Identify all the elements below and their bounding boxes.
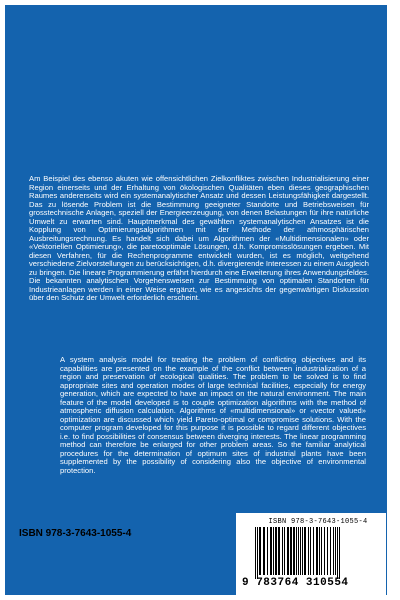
barcode-bar bbox=[302, 527, 303, 575]
barcode-bar bbox=[330, 527, 331, 575]
barcode-icon bbox=[253, 527, 381, 579]
german-blurb: Am Beispiel des ebenso akuten wie offensichtlichen Zielkonfliktes zwischen Industrialisierung einer Region einerseits und der Erhaltung von ökologischen Qualitäten eben dieses geographischen Raumes andererseits wird ein systemanalytischer Ansatz und dessen Leistungsfähigkeit dargestellt. Das zu lösende Problem ist die Bestimmung geeigneter Standorte und Betriebsweisen für grosstechnische Anlagen, speziell der Energieerzeugung, von denen Belastungen für ihre natürliche Umwelt zu erwarten sind. Hauptmerkmal des gewählten systemanalytischen Ansatzes ist die Kopplung von Optimierungsalgorithmen mit der Methode der athmosphärischen Ausbreitungsrechnung. Es handelt sich dabei um Algorithmen der «Multidimensionalen» oder «Vektoriellen Optimierung», die paretooptimale Lösungen, d.h. Kompromisslösungen ergeben. Mit diesen Verfahren, für die Rechenprogramme entwickelt wurden, ist es möglich, weitgehend verschiedene Zielvorstellungen zu berücksichtigen, d.h. divergierende Interessen zu einem Ausgleich zu bringen. Die lineare Programmierung erfährt hierdurch eine Erweiterung ihres Anwendungsfeldes. Die bekannten analytischen Vorgehensweisen zur Bestimmung von optimalen Standorten für Industrieanlagen werden in einer Weise ergänzt, wie es angesichts der gegenwärtigen Diskussion über den Schutz der Umwelt erforderlich erscheint. bbox=[29, 174, 369, 302]
barcode-bar bbox=[335, 527, 336, 575]
barcode-bar bbox=[319, 527, 320, 575]
barcode-bar bbox=[267, 527, 268, 575]
isbn-label: ISBN 978-3-7643-1055-4 bbox=[19, 528, 132, 539]
barcode-isbn-text: ISBN 978-3-7643-1055-4 bbox=[268, 518, 368, 526]
barcode-bar bbox=[313, 527, 314, 575]
barcode-bar bbox=[308, 527, 309, 575]
barcode-bar bbox=[300, 527, 301, 575]
barcode-bar bbox=[259, 527, 261, 575]
barcode-bar bbox=[304, 527, 306, 575]
barcode-bar bbox=[316, 527, 318, 575]
barcode-bar bbox=[263, 527, 265, 575]
barcode-bar bbox=[278, 527, 280, 575]
barcode-bar bbox=[333, 527, 334, 575]
barcode-bar bbox=[282, 527, 283, 575]
barcode-bar bbox=[296, 527, 297, 575]
barcode-bar bbox=[327, 527, 328, 575]
barcode-bar bbox=[324, 527, 325, 575]
barcode-number: 9 783764 310554 bbox=[242, 577, 349, 589]
barcode-bar bbox=[270, 527, 272, 575]
barcode-bar bbox=[284, 527, 285, 575]
barcode-bar bbox=[255, 527, 256, 579]
barcode-bar bbox=[293, 527, 295, 575]
english-blurb: A system analysis model for treating the problem of conflicting objectives and its capabilities are presented on the example of the conflict between industrialization of a region and preservation of ecological qualities. The problem to be solved is to find appropriate sites and operation modes of large technical facilities, especially for energy generation, which are expected to have an impact on the natural environment. The main feature of the model developed is to couple optimization algorithms with the method of atmospheric diffusion calculation. Algorithms of «multidimensional» or «vector valued» optimization are discussed which yield Pareto-optimal or compromise solutions. With the computer program developed for this purpose it is possible to regard different objectives i.e. to find possibilities of consensus between diverging interests. The linear programming method can therefore be enlarged for other problem areas. So the familiar analytical procedures for the determination of optimum sites of industrial plants have been supplemented by the possibility of considering also the objective of environmental protection. bbox=[60, 355, 366, 475]
barcode-bar bbox=[275, 527, 277, 575]
barcode-bar bbox=[290, 527, 292, 575]
barcode-bar bbox=[321, 527, 322, 575]
barcode-bar bbox=[337, 527, 338, 579]
barcode-bar bbox=[339, 527, 340, 579]
barcode-bar bbox=[257, 527, 258, 579]
barcode-bar bbox=[273, 527, 274, 575]
barcode-bar bbox=[298, 527, 299, 575]
barcode-bar bbox=[287, 527, 289, 575]
barcode-bar bbox=[310, 527, 311, 575]
